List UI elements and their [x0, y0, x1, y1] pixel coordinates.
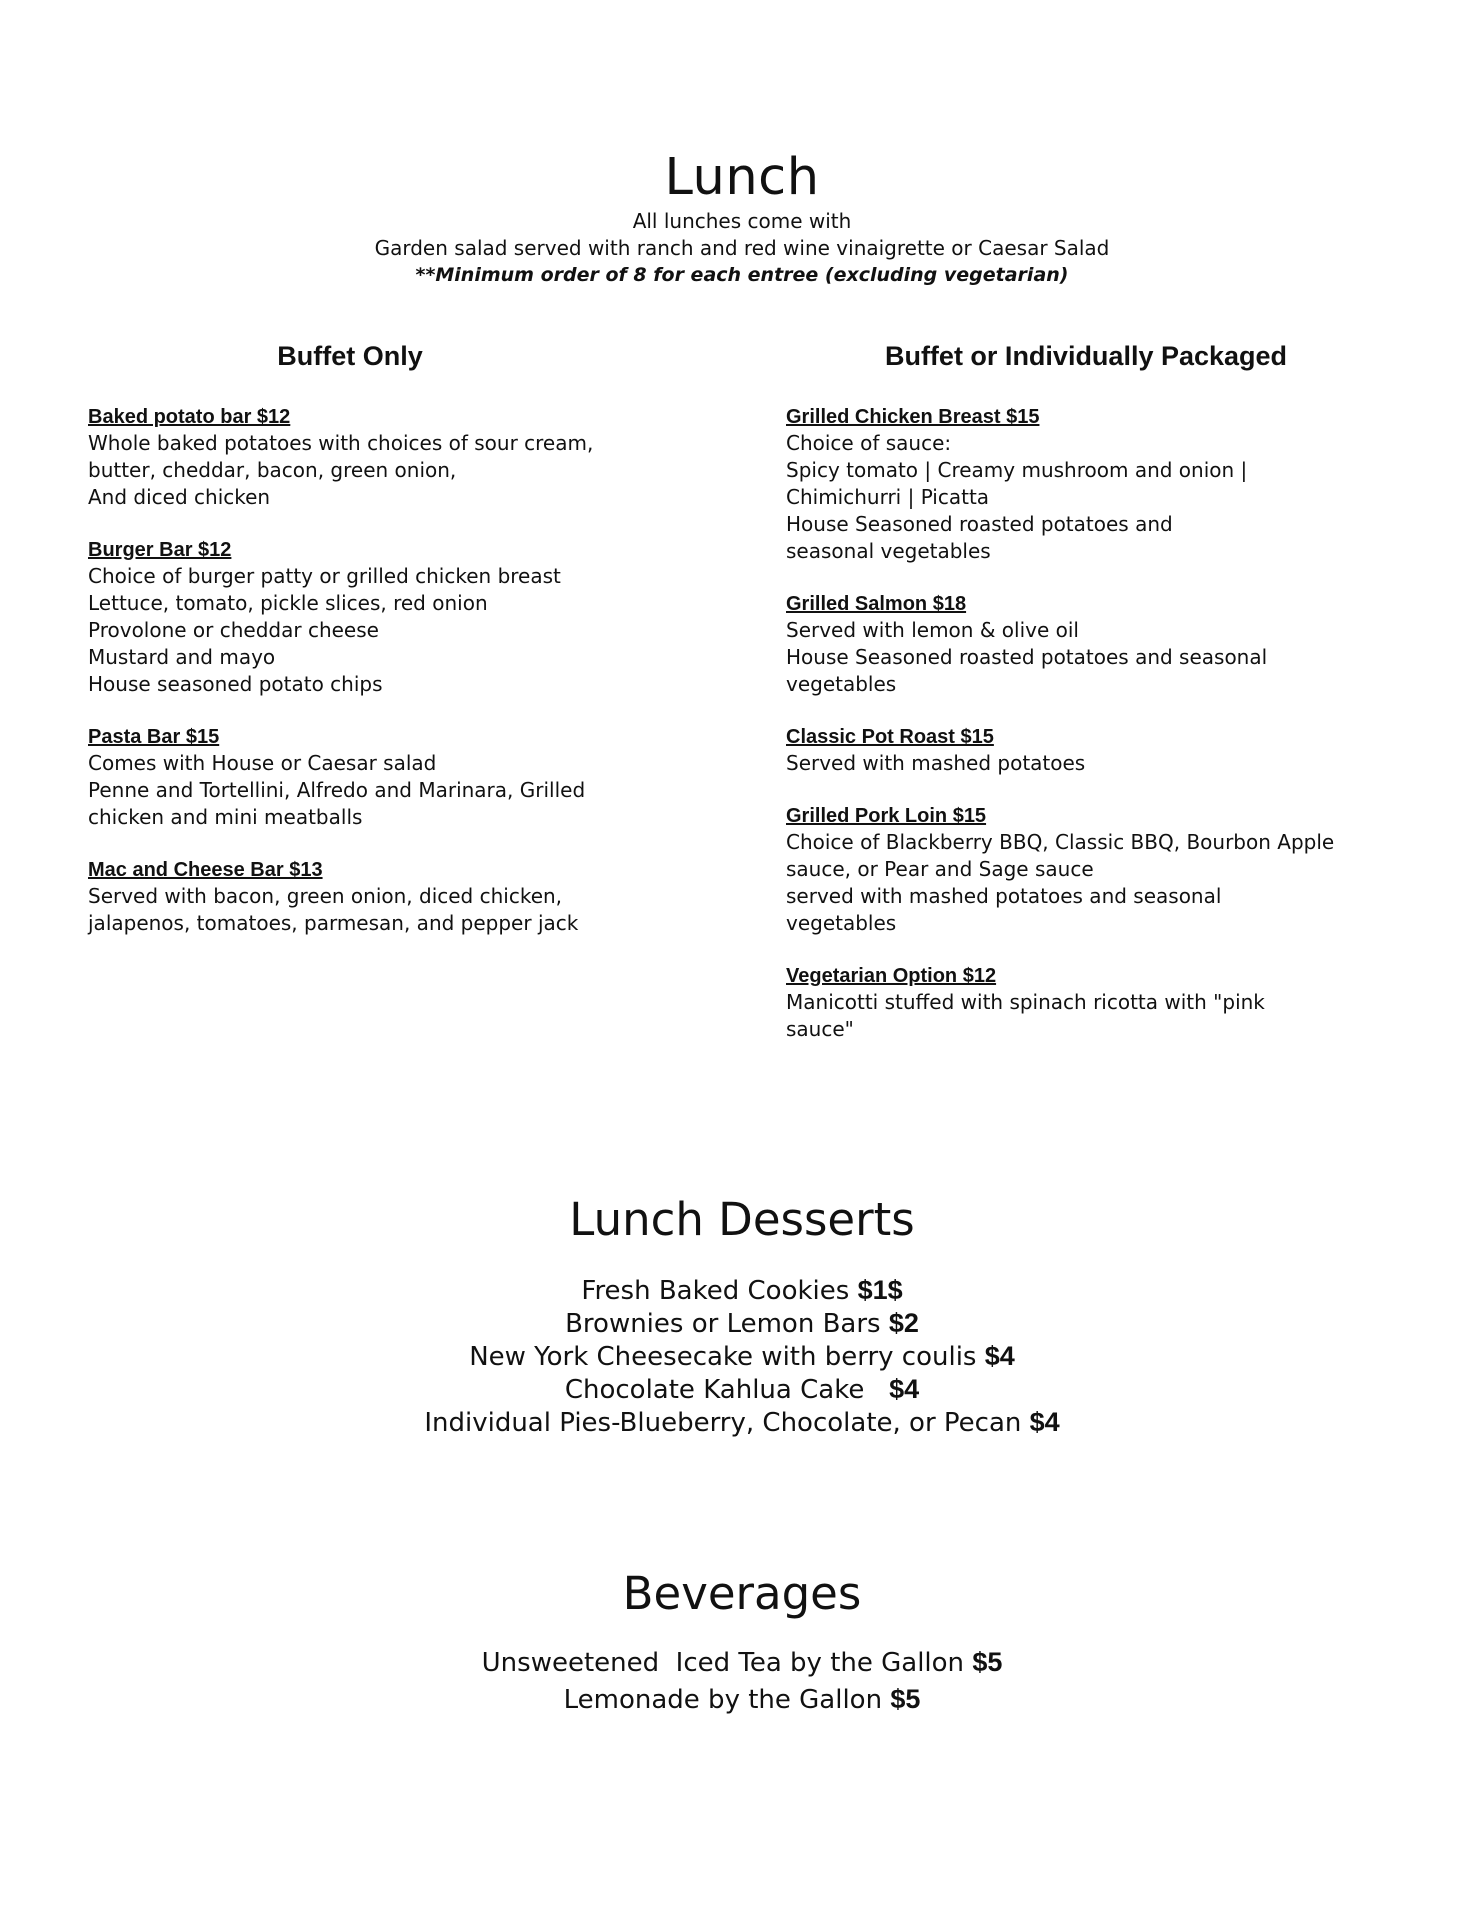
menu-item-line: Chimichurri | Picatta — [786, 485, 990, 509]
dessert-item — [0, 1274, 1484, 1307]
menu-item-title: Grilled Chicken Breast $15 — [786, 406, 1040, 428]
menu-item-line: Lettuce, tomato, pickle slices, red onion — [88, 591, 488, 615]
menu-item-line: jalapenos, tomatoes, parmesan, and pepper jack — [88, 911, 579, 935]
menu-item-title: Vegetarian Option $12 — [786, 965, 997, 987]
dessert-price: $2 — [888, 1308, 919, 1338]
buffet-or-packaged-column — [786, 340, 1406, 1069]
menu-item-line: Choice of Blackberry BBQ, Classic BBQ, Bourbon Apple — [786, 830, 1335, 854]
page-title: Lunch — [664, 148, 820, 207]
menu-item-line: Whole baked potatoes with choices of sour cream, — [88, 431, 594, 455]
dessert-name: Fresh Baked Cookies — [581, 1276, 858, 1306]
desserts-section — [0, 1192, 1484, 1439]
menu-item — [786, 724, 1406, 777]
dessert-item — [0, 1307, 1484, 1340]
menu-item-line: And diced chicken — [88, 485, 271, 509]
menu-item-title: Grilled Pork Loin $15 — [786, 805, 987, 827]
dessert-price: $4 — [889, 1374, 920, 1404]
menu-item-line: House seasoned potato chips — [88, 672, 383, 696]
menu-item-line: Mustard and mayo — [88, 645, 276, 669]
column-heading: Buffet Only — [277, 341, 423, 371]
dessert-name: Individual Pies-Blueberry, Chocolate, or Pecan — [424, 1408, 1030, 1438]
menu-item — [786, 803, 1406, 937]
menu-item — [786, 404, 1406, 565]
buffet-only-column — [88, 340, 648, 963]
menu-item-title: Baked potato bar $12 — [88, 406, 291, 428]
menu-item-line: butter, cheddar, bacon, green onion, — [88, 458, 457, 482]
dessert-name: New York Cheesecake with berry coulis — [469, 1342, 985, 1372]
menu-item — [786, 591, 1406, 698]
menu-item-line: sauce, or Pear and Sage sauce — [786, 857, 1094, 881]
dessert-item — [0, 1340, 1484, 1373]
menu-item — [786, 963, 1406, 1043]
menu-item-line: Comes with House or Caesar salad — [88, 751, 437, 775]
menu-item-line: House Seasoned roasted potatoes and seasonal — [786, 645, 1268, 669]
dessert-name: Chocolate Kahlua Cake — [564, 1375, 890, 1405]
dessert-price: $4 — [984, 1341, 1015, 1371]
menu-item-line: Manicotti stuffed with spinach ricotta with "pink — [786, 990, 1265, 1014]
menu-item — [88, 404, 648, 511]
intro-line-1: All lunches come with — [632, 209, 852, 233]
menu-item-line: sauce" — [786, 1017, 854, 1041]
menu-item-line: seasonal vegetables — [786, 539, 991, 563]
menu-item-line: Provolone or cheddar cheese — [88, 618, 379, 642]
beverages-section — [0, 1566, 1484, 1718]
minimum-order-note: **Minimum order of 8 for each entree (excluding vegetarian) — [415, 264, 1069, 286]
menu-item-line: chicken and mini meatballs — [88, 805, 363, 829]
menu-item-title: Grilled Salmon $18 — [786, 593, 967, 615]
beverage-name: Unsweetened Iced Tea by the Gallon — [481, 1648, 973, 1678]
menu-item-line: served with mashed potatoes and seasonal — [786, 884, 1222, 908]
menu-item — [88, 724, 648, 831]
menu-item — [88, 537, 648, 698]
beverage-name: Lemonade by the Gallon — [563, 1685, 891, 1715]
menu-item-title: Burger Bar $12 — [88, 539, 232, 561]
beverage-price: $5 — [972, 1647, 1003, 1677]
column-heading: Buffet or Individually Packaged — [884, 341, 1288, 371]
dessert-price: $1$ — [857, 1275, 903, 1305]
menu-item-line: Served with mashed potatoes — [786, 751, 1086, 775]
menu-item-line: vegetables — [786, 911, 897, 935]
intro-line-2: Garden salad served with ranch and red wine vinaigrette or Caesar Salad — [374, 236, 1110, 260]
menu-item-line: Choice of sauce: — [786, 431, 952, 455]
menu-item-line: Spicy tomato | Creamy mushroom and onion | — [786, 458, 1248, 482]
menu-item-line: Served with lemon & olive oil — [786, 618, 1079, 642]
lunch-header — [0, 148, 1484, 289]
dessert-item — [0, 1373, 1484, 1406]
beverage-price: $5 — [890, 1684, 921, 1714]
desserts-title: Lunch Desserts — [569, 1193, 915, 1246]
menu-item-title: Pasta Bar $15 — [88, 726, 220, 748]
dessert-price: $4 — [1029, 1407, 1060, 1437]
dessert-item — [0, 1406, 1484, 1439]
beverage-item — [0, 1644, 1484, 1681]
menu-item-title: Classic Pot Roast $15 — [786, 726, 994, 748]
menu-item-line: Choice of burger patty or grilled chicken breast — [88, 564, 561, 588]
menu-item-title: Mac and Cheese Bar $13 — [88, 859, 323, 881]
dessert-name: Brownies or Lemon Bars — [565, 1309, 889, 1339]
menu-item-line: Served with bacon, green onion, diced chicken, — [88, 884, 563, 908]
beverage-item — [0, 1681, 1484, 1718]
menu-item-line: vegetables — [786, 672, 897, 696]
menu-item-line: House Seasoned roasted potatoes and — [786, 512, 1173, 536]
menu-item — [88, 857, 648, 937]
beverages-title: Beverages — [622, 1567, 862, 1620]
menu-item-line: Penne and Tortellini, Alfredo and Marinara, Grilled — [88, 778, 586, 802]
